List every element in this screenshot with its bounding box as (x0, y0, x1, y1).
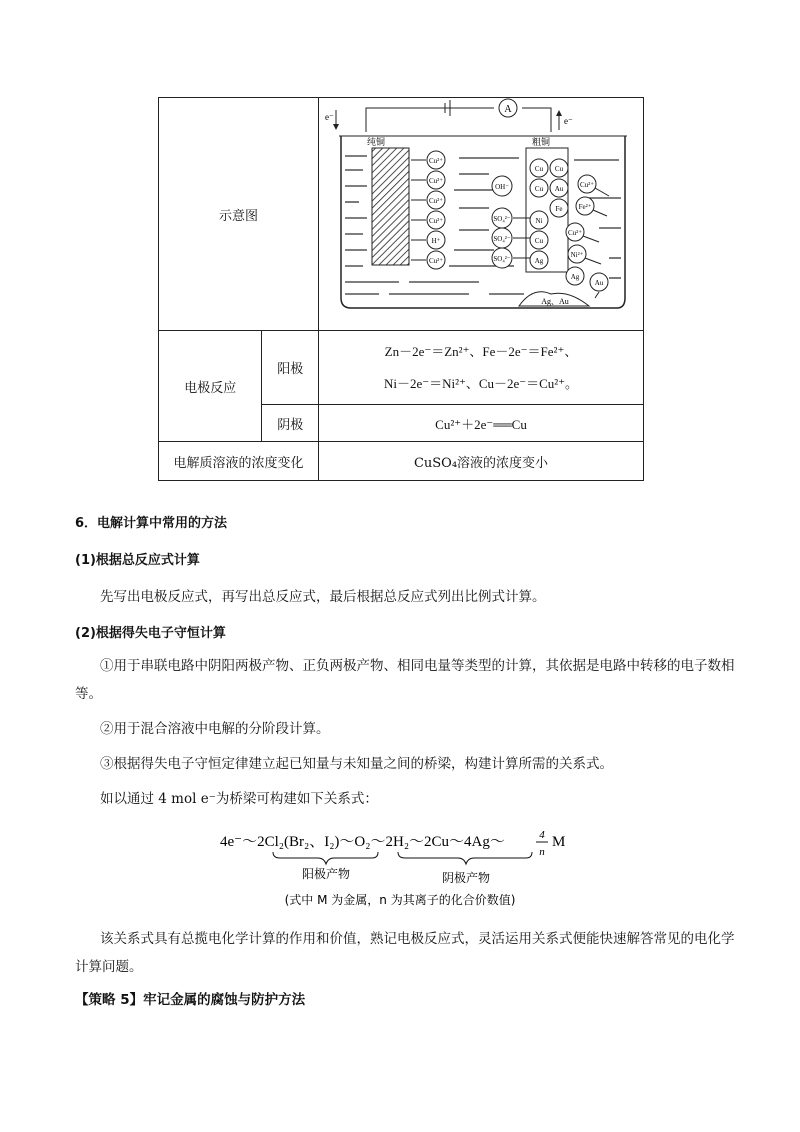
formula-tail: M (552, 834, 566, 850)
subheading-1: (1)根据总反应式计算 (75, 553, 200, 568)
table-row (159, 442, 644, 481)
svg-text:H⁺: H⁺ (431, 237, 441, 245)
brace-left-label: 阳极产物 (301, 867, 351, 881)
relation-formula (200, 820, 610, 910)
arrow-up-icon (556, 110, 562, 116)
table-row (159, 331, 644, 405)
electron-label-right: e⁻ (564, 116, 573, 126)
svg-text:Au: Au (594, 279, 604, 287)
paragraph-6: 该关系式具有总揽电化学计算的作用和价值，熟记电极反应式，灵活运用关系式便能快速解答常见的电化学计算问题。 (75, 931, 735, 975)
brace-right-label: 阴极产物 (441, 871, 491, 885)
paragraph-5: 如以通过 4 mol e⁻为桥梁可构建如下关系式： (100, 791, 378, 807)
svg-text:Cu²⁺: Cu²⁺ (429, 157, 443, 165)
formula-fraction-denominator: n (539, 846, 545, 858)
svg-text:Cu: Cu (534, 185, 544, 193)
metal-circle (530, 211, 548, 229)
formula-main: 4e⁻～2Cl₂(Br₂、I₂)～O₂～2H₂～2Cu～4Ag～ (220, 834, 505, 850)
strategy-heading: 【策略 5】牢记金属的腐蚀与防护方法 (75, 992, 306, 1008)
paragraph-4: ③根据得失电子守恒定律建立起已知量与未知量之间的桥梁，构建计算所需的关系式。 (100, 756, 613, 772)
brace-right (398, 852, 532, 864)
paragraph-2: ①用于串联电路中阴阳两极产物、正负两极产物、相同电量等类型的计算，其依据是电路中转移的电子数相等。 (75, 658, 735, 702)
row-label-diagram: 示意图 (159, 98, 319, 331)
svg-text:Au: Au (554, 185, 564, 193)
paragraph-3: ②用于混合溶液中电解的分阶段计算。 (100, 721, 330, 737)
svg-text:Ag: Ag (570, 273, 580, 281)
ion-circle (566, 223, 599, 242)
concentration-change-value: CuSO₄溶液的浓度变小 (319, 442, 644, 481)
anode-reactions (319, 331, 644, 405)
svg-text:OH⁻: OH⁻ (495, 183, 509, 191)
svg-text:Ni: Ni (535, 217, 543, 225)
ion-circle (578, 175, 609, 196)
row-label-electrode-reaction: 电极反应 (159, 331, 262, 442)
svg-text:Cu: Cu (534, 237, 544, 245)
ion-circle (411, 251, 445, 269)
metal-circle (530, 231, 548, 249)
ion-circle (492, 176, 512, 196)
electrolytic-refining-diagram (319, 98, 643, 330)
svg-text:A: A (504, 104, 512, 115)
svg-text:Cu: Cu (534, 165, 544, 173)
svg-text:Cu²⁺: Cu²⁺ (429, 257, 443, 265)
svg-text:Cu: Cu (554, 165, 564, 173)
ion-circle (568, 245, 601, 264)
cathode-plate (372, 148, 409, 265)
subheading-2: (2)根据得失电子守恒计算 (75, 626, 226, 641)
electron-label-left: e⁻ (325, 112, 334, 122)
row-label-concentration-change: 电解质溶液的浓度变化 (159, 442, 319, 481)
arrow-down-icon (333, 124, 339, 130)
formula-fraction-numerator: 4 (539, 829, 545, 841)
ion-circle (576, 197, 607, 216)
ion-circle (411, 151, 445, 169)
svg-text:Cu²⁺: Cu²⁺ (429, 197, 443, 205)
svg-text:Cu²⁺: Cu²⁺ (429, 217, 443, 225)
sludge-label: Ag、Au (541, 297, 569, 306)
ion-circle (411, 231, 445, 249)
ion-circle (411, 171, 445, 189)
svg-text:Fe²⁺: Fe²⁺ (578, 203, 592, 211)
table-row (159, 98, 644, 331)
brace-left (273, 852, 378, 864)
svg-text:Cu²⁺: Cu²⁺ (568, 229, 582, 237)
svg-text:Cu²⁺: Cu²⁺ (580, 181, 594, 189)
cathode-label: 阴极 (262, 405, 319, 442)
svg-text:Ni²⁺: Ni²⁺ (570, 251, 584, 259)
anode-equation-2: Ni－2e⁻＝Ni²⁺、Cu－2e⁻＝Cu²⁺。 (383, 375, 579, 391)
metal-circle (530, 159, 548, 177)
metal-circle (550, 159, 568, 177)
svg-text:SO₄²⁻: SO₄²⁻ (493, 255, 511, 263)
svg-text:Fe: Fe (555, 205, 563, 213)
svg-text:Ag: Ag (534, 257, 544, 265)
anode-label: 阳极 (262, 331, 319, 405)
metal-circle (530, 179, 548, 197)
metal-circle (550, 179, 568, 197)
electrolysis-table (158, 97, 644, 481)
ion-circle (411, 191, 445, 209)
svg-text:Cu²⁺: Cu²⁺ (429, 177, 443, 185)
crude-copper-label: 粗铜 (531, 138, 551, 148)
section-heading: 6．电解计算中常用的方法 (75, 516, 228, 531)
anode-equation-1: Zn－2e⁻＝Zn²⁺、Fe－2e⁻＝Fe²⁺、 (384, 343, 578, 359)
metal-circle (530, 251, 548, 269)
metal-circle (566, 267, 584, 285)
metal-circle (590, 273, 608, 298)
diagram-cell (319, 98, 644, 331)
pure-copper-label: 纯铜 (366, 138, 386, 148)
svg-text:SO₄²⁻: SO₄²⁻ (493, 215, 511, 223)
paragraph-1: 先写出电极反应式，再写出总反应式，最后根据总反应式列出比例式计算。 (100, 589, 546, 605)
formula-note: (式中 M 为金属，n 为其离子的化合价数值) (284, 893, 516, 907)
svg-text:SO₄²⁻: SO₄²⁻ (493, 235, 511, 243)
cathode-equation: Cu²⁺＋2e⁻══Cu (319, 405, 644, 442)
ion-circle (411, 211, 445, 229)
metal-circle (550, 199, 568, 217)
